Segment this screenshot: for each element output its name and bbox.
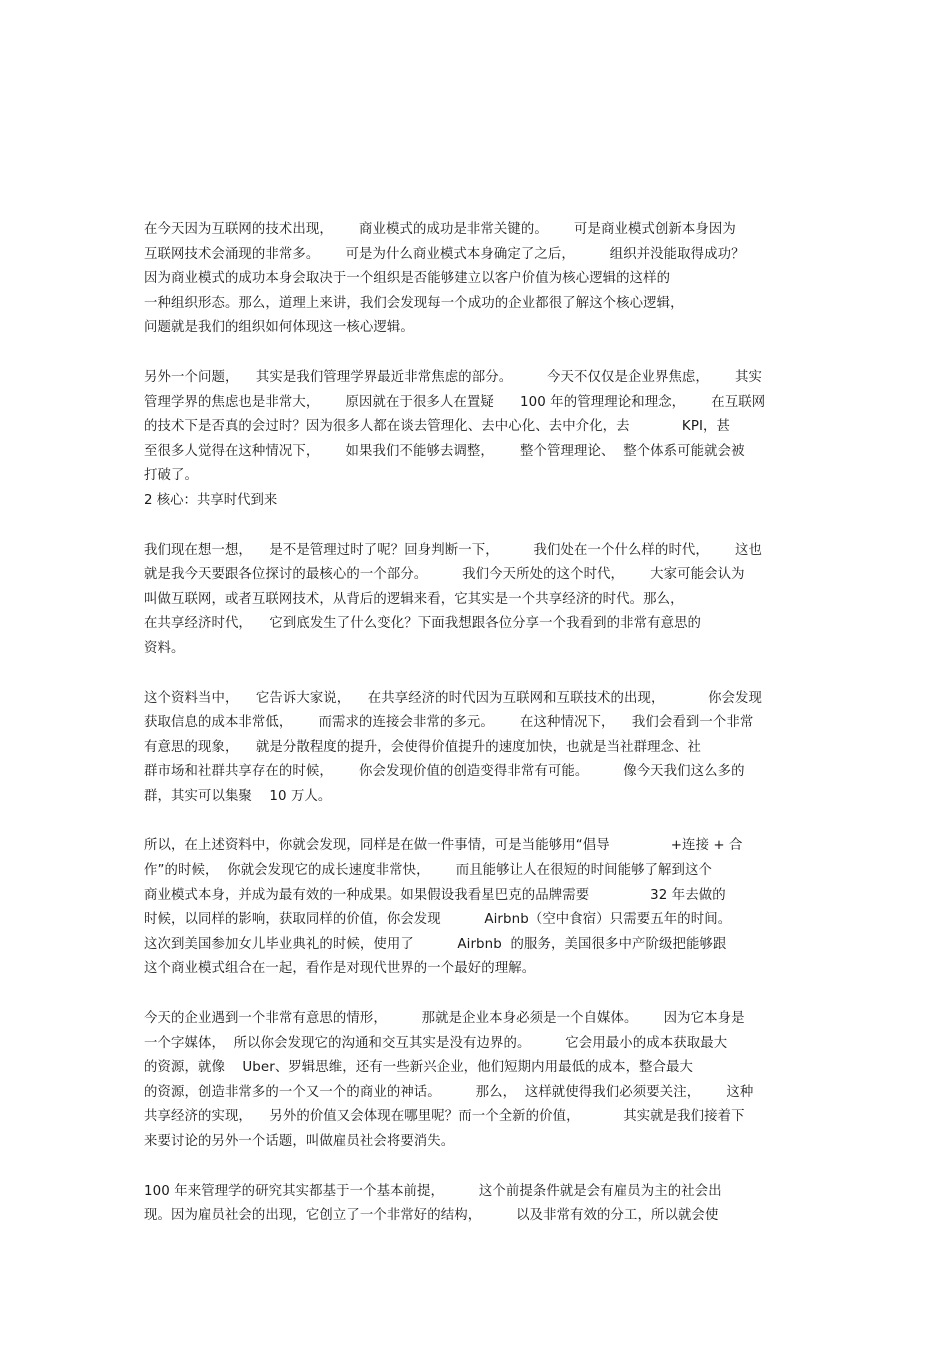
text-line: 这个资料当中， 它告诉大家说， 在共享经济的时代因为互联网和互联技术的出现， 你会发现 [144,690,763,706]
text-line: 在共享经济时代， 它到底发生了什么变化？下面我想跟各位分享一个我看到的非常有意思的 [144,616,702,632]
paragraph [144,834,808,982]
text-line: 这次到美国参加女儿毕业典礼的时候，使用了 Airbnb 的服务，美国很多中产阶级把能够跟 [144,936,727,952]
text-line: 的资源，就像 Uber、罗辑思维，还有一些新兴企业，他们短期内用最低的成本，整合最大 [144,1060,694,1076]
text-line: 一种组织形态。那么，道理上来讲，我们会发现每一个成功的企业都很了解这个核心逻辑， [144,295,684,311]
paragraph [144,687,808,810]
text-line: 另外一个问题， 其实是我们管理学界最近非常焦虑的部分。 今天不仅仅是企业界焦虑， 其实 [144,369,763,385]
text-line: 因为商业模式的成功本身会取决于一个组织是否能够建立以客户价值为核心逻辑的这样的 [144,271,671,287]
text-line: 打破了。 [144,468,198,484]
text-line: 一个字媒体， 所以你会发现它的沟通和交互其实是没有边界的。 它会用最小的成本获取最大 [144,1035,728,1051]
paragraph [144,218,808,341]
text-line: 作”的时候， 你就会发现它的成长速度非常快， 而且能够让人在很短的时间能够了解到这个 [144,863,713,879]
paragraph [144,366,808,489]
text-line: 现。因为雇员社会的出现，它创立了一个非常好的结构， 以及非常有效的分工，所以就会使 [144,1208,719,1224]
text-line: 今天的企业遇到一个非常有意思的情形， 那就是企业本身必须是一个自媒体。 因为它本身是 [144,1011,745,1027]
paragraph [144,1007,808,1155]
text-line: 的资源，创造非常多的一个又一个的商业的神话。 那么， 这样就使得我们必须要关注， 这种 [144,1084,754,1100]
text-line: 我们现在想一想， 是不是管理过时了呢？回身判断一下， 我们处在一个什么样的时代， 这也 [144,542,763,558]
text-line: 共享经济的实现， 另外的价值又会体现在哪里呢？而一个全新的价值， 其实就是我们接着下 [144,1109,745,1125]
text-line: 叫做互联网，或者互联网技术，从背后的逻辑来看，它其实是一个共享经济的时代。那么， [144,591,684,607]
text-line: 这个商业模式组合在一起，看作是对现代世界的一个最好的理解。 [144,961,536,977]
text-line: 获取信息的成本非常低， 而需求的连接会非常的多元。 在这种情况下， 我们会看到一个非常 [144,715,754,731]
text-line: 问题就是我们的组织如何体现这一核心逻辑。 [144,320,414,336]
text-line: 就是我今天要跟各位探讨的最核心的一个部分。 我们今天所处的这个时代， 大家可能会认为 [144,567,745,583]
text-line: 的技术下是否真的会过时？因为很多人都在谈去管理化、去中心化、去中介化，去 KPI，甚 [144,419,731,435]
text-line: 100 年来管理学的研究其实都基于一个基本前提， 这个前提条件就是会有雇员为主的社会出 [144,1183,722,1199]
text-line: 商业模式本身，并成为最有效的一种成果。如果假设我看星巴克的品牌需要 32 年去做的 [144,887,726,903]
text-line: 至很多人觉得在这种情况下， 如果我们不能够去调整， 整个管理理论、 整个体系可能就会被 [144,443,745,459]
text-line: 来要讨论的另外一个话题，叫做雇员社会将要消失。 [144,1134,455,1149]
text-line: 互联网技术会涌现的非常多。 可是为什么商业模式本身确定了之后， 组织并没能取得成功？ [144,246,745,262]
text-line: 群，其实可以集聚 10 万人。 [144,788,332,804]
text-line: 群市场和社群共享存在的时候， 你会发现价值的创造变得非常有可能。 像今天我们这么多的 [144,764,745,780]
text-line: 管理学界的焦虑也是非常大， 原因就在于很多人在置疑 100 年的管理理论和理念， 在互联网 [144,394,766,410]
text-line: 所以，在上述资料中，你就会发现，同样是在做一件事情，可是当能够用“倡导 +连接 + 合 [144,838,743,854]
text-line: 有意思的现象， 就是分散程度的提升，会使得价值提升的速度加快，也就是当社群理念、社 [144,739,702,755]
text-line: 时候，以同样的影响，获取同样的价值，你会发现 Airbnb（空中食宿）只需要五年的时间。 [144,912,732,928]
text-line: 在今天因为互联网的技术出现， 商业模式的成功是非常关键的。 可是商业模式创新本身因为 [144,222,736,237]
paragraph [144,539,808,662]
paragraph [144,1180,808,1229]
text-line: 资料。 [144,640,185,656]
document-body [144,218,808,1254]
section-heading: 2 核心：共享时代到来 [144,492,278,508]
